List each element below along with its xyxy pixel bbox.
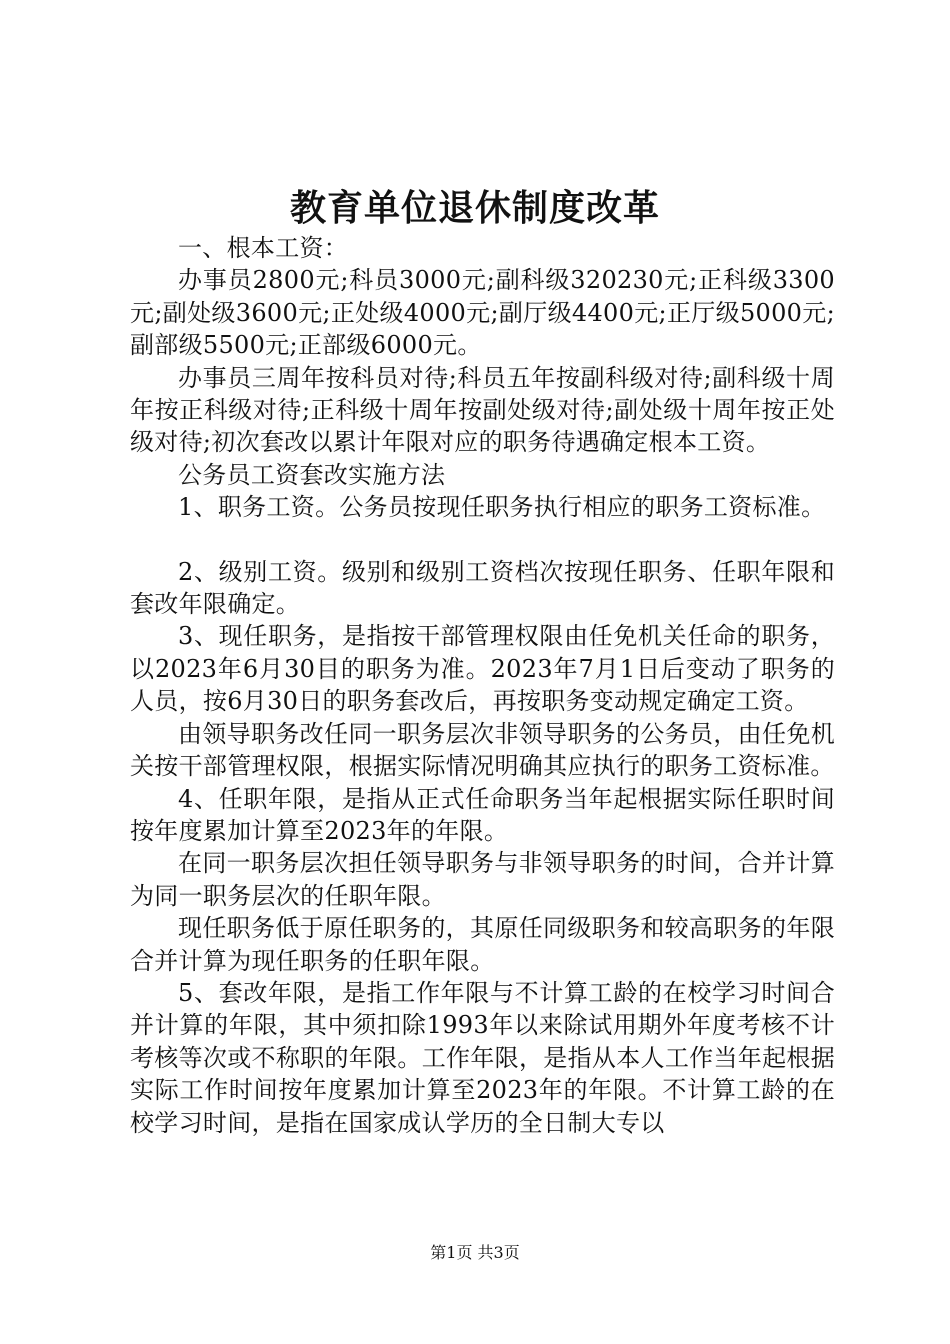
paragraph: 一、根本工资： bbox=[178, 234, 349, 262]
paragraph: 3、现任职务，是指按干部管理权限由任免机关任命的职务，以2023年6月30目的职务为准。2023年7月1日后变动了职务的人员，按6月30日的职务套改后，再按职务变动规定确定工资。 bbox=[130, 622, 835, 716]
paragraph: 5、套改年限，是指工作年限与不计算工龄的在校学习时间合并计算的年限，其中须扣除1993年以来除试用期外年度考核不计考核等次或不称职的年限。工作年限，是指从本人工作当年起根据实际工作时间按年度累加计算至2023年的年限。不计算工龄的在校学习时间，是指在国家成认学历的全日制大专以 bbox=[130, 978, 835, 1137]
paragraph: 办事员三周年按科员对待;科员五年按副科级对待;副科级十周年按正科级对待;正科级十周年按副处级对待;副处级十周年按正处级对待;初次套改以累计年限对应的职务待遇确定根本工资。 bbox=[130, 363, 835, 457]
page-footer: 第1页 共3页 bbox=[430, 1243, 520, 1262]
paragraph: 1、职务工资。公务员按现任职务执行相应的职务工资标准。 bbox=[178, 493, 826, 522]
paragraph: 公务员工资套改实施方法 bbox=[178, 460, 446, 489]
paragraph: 现任职务低于原任职务的，其原任同级职务和较高职务的年限合并计算为现任职务的任职年限。 bbox=[130, 914, 835, 975]
paragraph: 办事员2800元;科员3000元;副科级320230元;正科级3300元;副处级3600元;正处级4000元;副厅级4400元;正厅级5000元;副部级5500元;正部级6000元。 bbox=[130, 266, 835, 360]
document-body bbox=[130, 232, 835, 1139]
paragraph: 4、任职年限，是指从正式任命职务当年起根据实际任职时间按年度累加计算至2023年的年限。 bbox=[130, 784, 835, 845]
paragraph: 在同一职务层次担任领导职务与非领导职务的时间，合并计算为同一职务层次的任职年限。 bbox=[130, 849, 835, 910]
paragraph: 2、级别工资。级别和级别工资档次按现任职务、任职年限和套改年限确定。 bbox=[130, 557, 835, 619]
document-title: 教育单位退休制度改革 bbox=[289, 187, 660, 229]
paragraph: 由领导职务改任同一职务层次非领导职务的公务员，由任免机关按干部管理权限，根据实际情况明确其应执行的职务工资标准。 bbox=[130, 719, 835, 781]
